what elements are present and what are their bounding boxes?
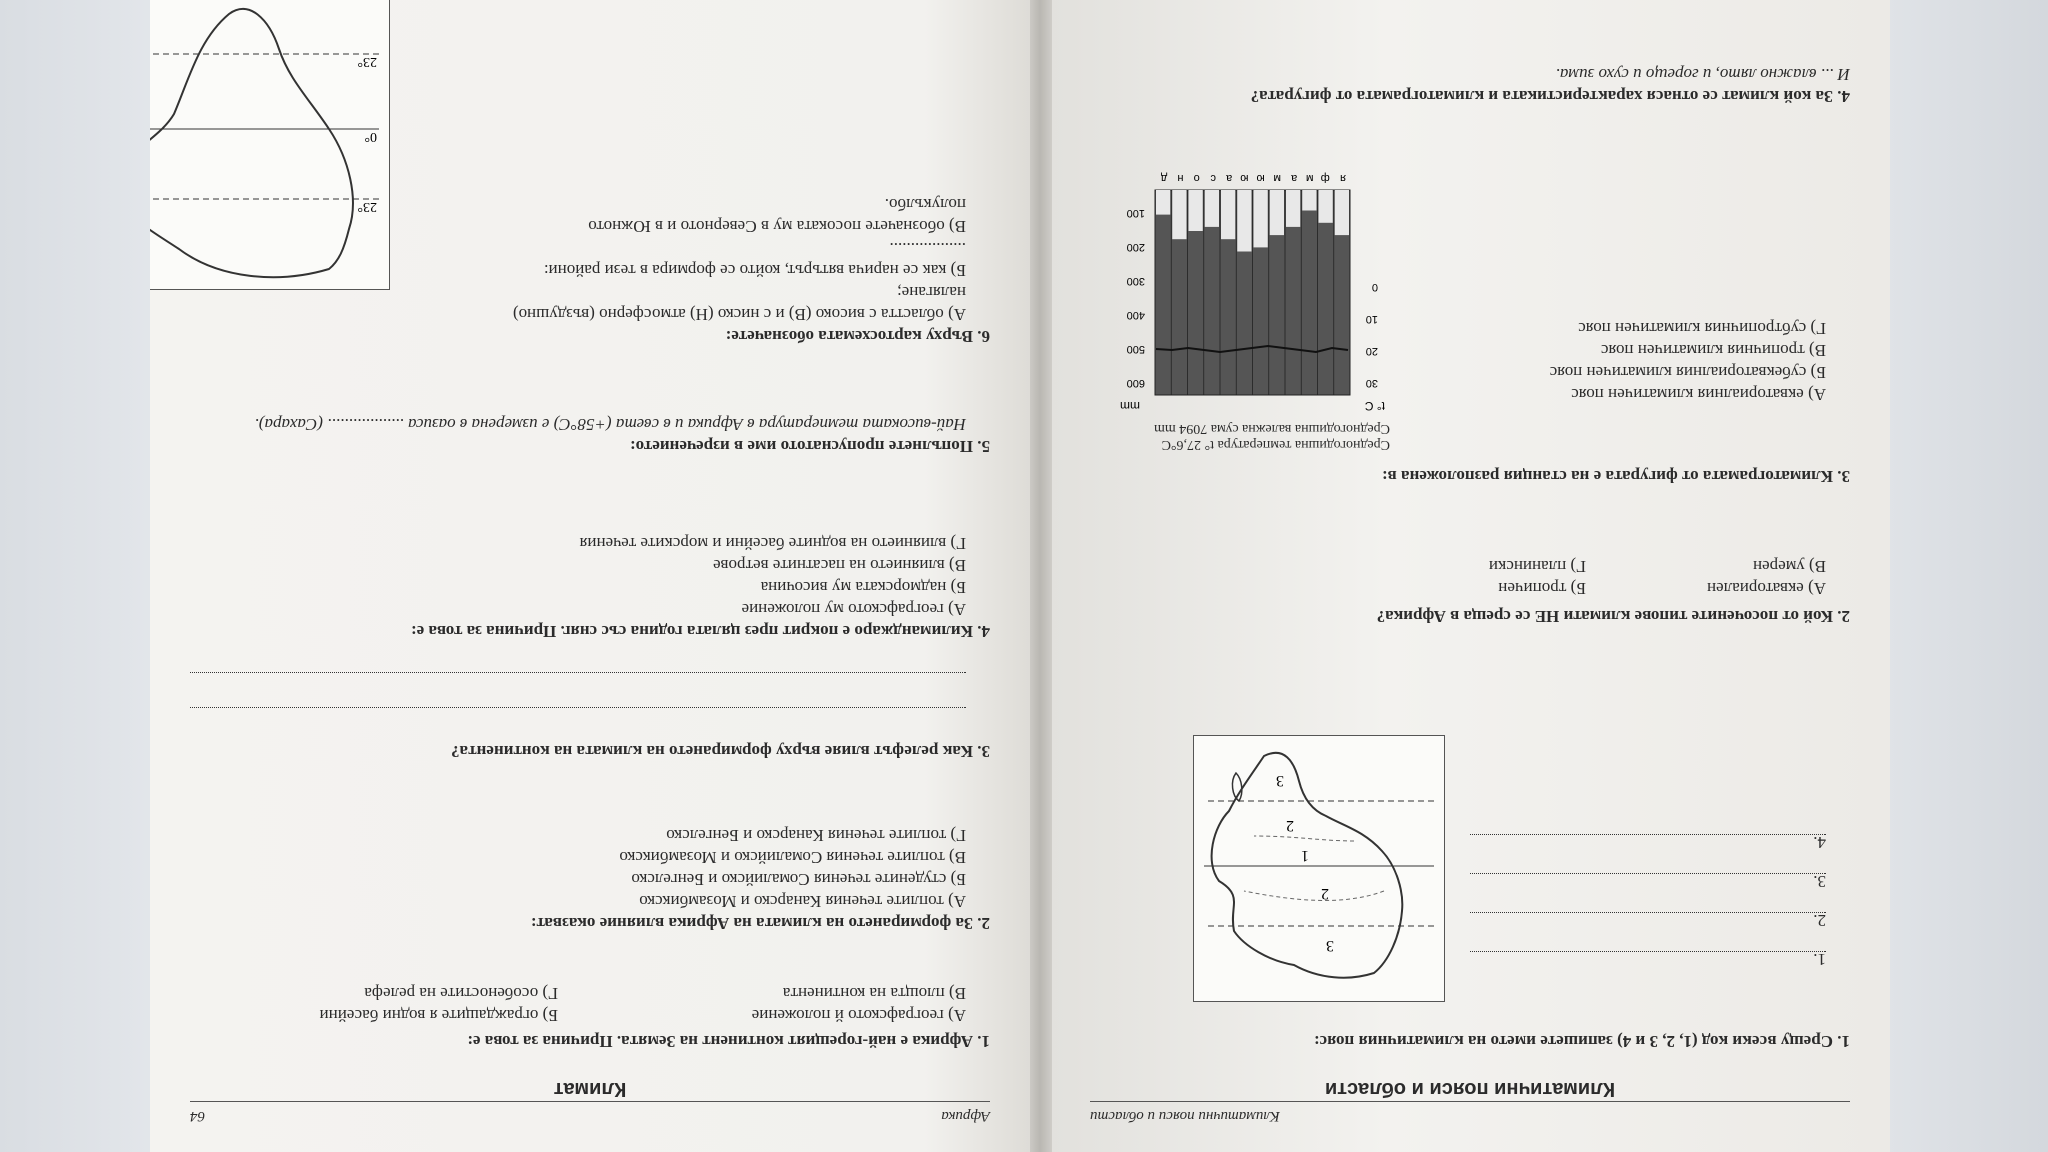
answer-line-2[interactable]	[1470, 912, 1826, 931]
left-page	[1050, 0, 1890, 1152]
right-q6-text: 6. Върху картосхемата обозначете:	[725, 327, 990, 346]
month-label: я	[1340, 172, 1346, 184]
month-label: с	[1210, 172, 1216, 184]
header-rule	[1090, 1101, 1850, 1102]
line-label-4: 4.	[1813, 833, 1826, 852]
rain-bar	[1302, 190, 1316, 211]
rain-tick: 100	[1126, 207, 1145, 219]
left-q2	[1090, 555, 1850, 627]
rain-bar	[1205, 190, 1219, 227]
month-label: о	[1193, 172, 1200, 184]
avg-temp-caption: Средногодишна температура t° 27,6°С	[1161, 437, 1390, 452]
avg-rain-caption: Средногодишна валежна сума 7094 mm	[1153, 421, 1390, 436]
right-q1-text: 1. Африка е най-горещият континент на Земята. Причина за това е:	[467, 1032, 990, 1051]
r-q4-option-b[interactable]: Б) надморската му височина	[760, 578, 966, 597]
header-rule-right	[190, 1101, 990, 1102]
africa-map-winds	[150, 0, 390, 290]
rain-bar	[1221, 190, 1235, 239]
right-q2	[190, 824, 990, 934]
left-q2-text: 2. Кой от посочените типове климати НЕ се среща в Африка?	[1376, 607, 1850, 626]
temp-unit-label: t° C	[1364, 399, 1385, 413]
month-label: д	[1160, 172, 1168, 184]
right-page	[150, 0, 1030, 1152]
rain-bar	[1156, 190, 1170, 215]
rain-tick: 300	[1126, 275, 1145, 287]
r-q4-option-c[interactable]: В) влиянието на пасатните ветрове	[713, 556, 966, 575]
left-q4-text: 4. За кой климат се отнася характеристиката и климатограмата от фигурата?	[1250, 87, 1850, 106]
r-q6-option-b: Б) как се нарича вятърът, който се формира в тези райони: ..................	[543, 239, 966, 280]
q2-option-d[interactable]: Г) планински	[1488, 557, 1586, 576]
q3-option-d[interactable]: Г) субтропичния климатичен пояс	[1578, 319, 1826, 338]
climate-title: Климат	[553, 1078, 627, 1100]
q3-option-b[interactable]: Б) субекваториалния климатичен пояс	[1549, 363, 1826, 382]
month-label: а	[1291, 172, 1298, 184]
right-q5-text: 5. Попълнете пропуснатото име в изречението:	[629, 437, 990, 456]
temp-tick: 20	[1365, 345, 1378, 357]
rain-bar	[1254, 190, 1268, 247]
open-workbook	[150, 0, 1890, 1152]
month-label: м	[1305, 172, 1314, 184]
climatogram-svg	[1090, 160, 1390, 420]
answer-line-3[interactable]	[1470, 873, 1826, 892]
line-label-1: 1.	[1813, 950, 1826, 969]
lat-23-south: 23°	[357, 54, 377, 69]
right-q4-text: 4. Килиманджаро е покрит през цялата година със сняг. Причина за това е:	[410, 622, 990, 641]
r-q2-option-b[interactable]: Б) студените течения Сомалийско и Бенгелско	[631, 870, 966, 889]
africa-map-belts	[1193, 735, 1445, 1002]
r-q5-sentence: Най-високата температура в Африка и в света (+58°С) е измерена в оазиса .................. (Сахара).	[254, 415, 966, 434]
africa-winds-svg	[150, 0, 389, 289]
right-q3	[190, 668, 990, 762]
temp-tick: 30	[1365, 377, 1378, 389]
right-q6	[510, 193, 990, 347]
lat-equator: 0°	[364, 129, 377, 144]
right-q2-text: 2. За формирането на климата на Африка влияние оказват:	[530, 914, 990, 933]
line-label-2: 2.	[1813, 911, 1826, 930]
rain-bar	[1189, 190, 1203, 231]
rain-bar	[1172, 190, 1186, 239]
left-q3-text: 3. Климатограмата от фигурата е на станция разположена в:	[1381, 467, 1850, 486]
left-q4	[1090, 63, 1850, 107]
right-q3-text: 3. Как релефът влияе върху формирането на климата на континента?	[451, 742, 990, 761]
map-label-3-south: 3	[1276, 772, 1284, 789]
r-q4-option-d[interactable]: Г) влиянието на водните басейни и морските течения	[579, 534, 966, 553]
map-label-2-north: 2	[1321, 885, 1329, 902]
africa-outline-svg	[1194, 736, 1444, 1001]
r-q6-option-c: В) обозначете посоката му в Северното и в Южното полукълбо.	[588, 195, 966, 236]
temp-tick: 10	[1365, 313, 1378, 325]
rain-bar	[1237, 190, 1251, 252]
r-q4-option-a[interactable]: А) географското му положение	[741, 600, 966, 619]
month-label: ю	[1256, 172, 1265, 184]
rain-bar	[1286, 190, 1300, 227]
rain-tick: 600	[1126, 377, 1145, 389]
climatogram	[1090, 152, 1390, 452]
rain-bar	[1270, 190, 1284, 235]
rain-tick: 500	[1126, 343, 1145, 355]
rain-tick: 200	[1126, 241, 1145, 253]
map-label-2-south: 2	[1286, 817, 1294, 834]
left-q1-text: 1. Срещу всеки код (1, 2, 3 и 4) запишете името на климатичния пояс:	[1313, 1032, 1850, 1051]
month-label: н	[1177, 172, 1184, 184]
q3-option-c[interactable]: В) тропичния климатичен пояс	[1600, 341, 1826, 360]
month-label: а	[1226, 172, 1233, 184]
r-q3-answer-line-2[interactable]	[190, 672, 966, 691]
rain-bar	[1335, 190, 1349, 235]
q2-option-b[interactable]: Б) тропичен	[1498, 579, 1586, 598]
section-title: Климатични пояси и области	[1324, 1078, 1616, 1100]
q3-option-a[interactable]: А) екваториалния климатичен пояс	[1571, 385, 1826, 404]
r-q2-option-a[interactable]: А) топлите течения Канарско и Мозамбикско	[639, 892, 966, 911]
map-label-3-north: 3	[1326, 937, 1334, 954]
r-q6-option-a: А) областта с високо (В) и с ниско (Н) атмосферно (въздушно) налягане;	[512, 283, 966, 324]
running-header: Климатични пояси и области	[1090, 1108, 1280, 1124]
month-label: м	[1273, 172, 1281, 184]
rain-bar	[1319, 190, 1333, 223]
q2-option-a[interactable]: А) екваториален	[1706, 579, 1826, 598]
right-page-header	[190, 1098, 990, 1124]
r-q2-option-d[interactable]: Г) топлите течения Канарско и Бенгелско	[666, 826, 966, 845]
temp-tick: 0	[1371, 281, 1378, 293]
r-q1-option-b[interactable]: Б) ограждащите я водни басейни	[319, 1006, 558, 1025]
r-q1-option-c[interactable]: В) площта на континента	[782, 984, 966, 1003]
month-label: ф	[1320, 172, 1330, 184]
line-label-3: 3.	[1813, 872, 1826, 891]
running-header-africa: Африка	[941, 1108, 990, 1124]
r-q2-option-c[interactable]: В) топлите течения Сомалийско и Мозамбикско	[619, 848, 966, 867]
q2-option-c[interactable]: В) умерен	[1753, 557, 1826, 576]
r-q3-answer-line-1[interactable]	[190, 707, 966, 726]
r-q1-option-d[interactable]: Г) особеностите на релефа	[364, 984, 558, 1003]
right-q1	[190, 982, 990, 1052]
month-label: ю	[1240, 172, 1249, 184]
answer-line-4[interactable]	[1470, 834, 1826, 853]
lat-23-north: 23°	[357, 199, 377, 214]
left-page-header	[1090, 1098, 1850, 1124]
left-q4-partial: И ... влажно лято, и горещо и сухо зима.	[1555, 65, 1850, 84]
book-gutter	[1028, 0, 1052, 1152]
rain-unit-label: mm	[1120, 399, 1140, 413]
rain-tick: 400	[1126, 309, 1145, 321]
right-q4	[190, 532, 990, 642]
map-label-1: 1	[1301, 847, 1309, 864]
right-q5	[190, 413, 990, 457]
r-q1-option-a[interactable]: А) географското й положение	[751, 1006, 966, 1025]
page-number: 64	[190, 1108, 205, 1124]
answer-line-1[interactable]	[1470, 951, 1826, 970]
